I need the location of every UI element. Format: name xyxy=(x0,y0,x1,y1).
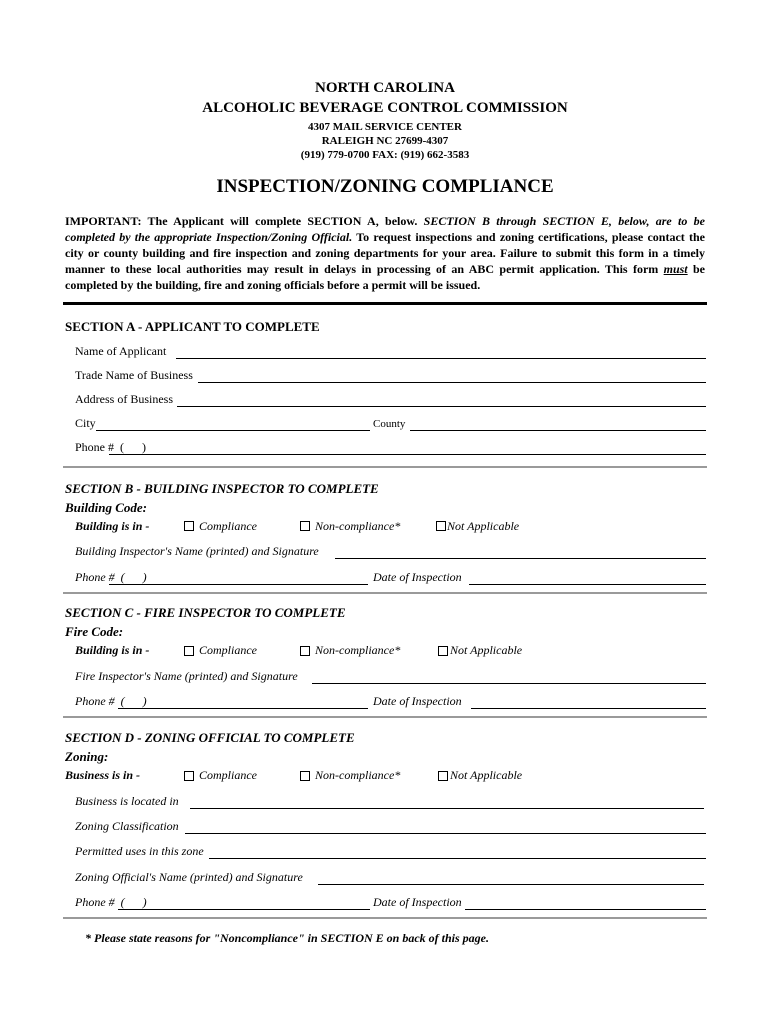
fire-noncompliance-checkbox[interactable] xyxy=(300,646,310,656)
building-compliance-checkbox[interactable] xyxy=(184,521,194,531)
important-end: be completed by the building, fire and zoning officials before a permit will be issued. xyxy=(65,262,706,292)
building-date-field[interactable] xyxy=(469,584,706,585)
building-noncompliance-label: Non-compliance* xyxy=(315,519,401,533)
important-notice xyxy=(65,213,705,293)
fire-noncompliance-label: Non-compliance* xyxy=(315,643,401,657)
building-status-label: Building is in - xyxy=(75,519,150,533)
divider-top xyxy=(63,302,707,305)
zoning-compliance-label: Compliance xyxy=(199,768,257,782)
building-phone-label: Phone # ( ) xyxy=(75,570,147,584)
building-compliance-label: Compliance xyxy=(199,519,257,533)
building-date-label: Date of Inspection xyxy=(373,570,462,584)
zoning-official-name-label: Zoning Official's Name (printed) and Signature xyxy=(75,870,303,884)
zoning-classification-field[interactable] xyxy=(185,833,706,834)
zoning-classification-label: Zoning Classification xyxy=(75,819,179,833)
section-d-title: SECTION D - ZONING OFFICIAL TO COMPLETE xyxy=(65,730,355,745)
building-inspector-name-label: Building Inspector's Name (printed) and Signature xyxy=(75,544,319,558)
county-label: County xyxy=(373,418,406,430)
applicant-name-field[interactable] xyxy=(176,358,706,359)
zoning-noncompliance-label: Non-compliance* xyxy=(315,768,401,782)
zoning-na-checkbox[interactable] xyxy=(438,771,448,781)
section-b-subtitle: Building Code: xyxy=(65,500,147,515)
zoning-official-name-field[interactable] xyxy=(318,884,704,885)
fire-inspector-name-field[interactable] xyxy=(312,683,706,684)
trade-name-label: Trade Name of Business xyxy=(75,368,193,382)
fire-na-label: Not Applicable xyxy=(450,643,523,657)
zoning-status-label: Business is in - xyxy=(65,768,141,782)
building-na-checkbox[interactable] xyxy=(436,521,446,531)
section-d-subtitle: Zoning: xyxy=(65,749,109,764)
section-a-title: SECTION A - APPLICANT TO COMPLETE xyxy=(65,319,320,334)
zoning-phone-field[interactable] xyxy=(118,909,370,910)
fire-phone-label: Phone # ( ) xyxy=(75,694,147,708)
fire-na-checkbox[interactable] xyxy=(438,646,448,656)
page-title: INSPECTION/ZONING COMPLIANCE xyxy=(216,176,554,197)
header-phone-fax: (919) 779-0700 FAX: (919) 662-3583 xyxy=(300,149,470,161)
divider-bottom xyxy=(63,917,707,919)
section-c-subtitle: Fire Code: xyxy=(65,624,124,639)
important-lead: IMPORTANT: The Applicant will complete SECTION A, below. xyxy=(65,214,424,228)
fire-phone-field[interactable] xyxy=(118,708,368,709)
fire-inspector-name-label: Fire Inspector's Name (printed) and Signature xyxy=(75,669,298,683)
business-address-field[interactable] xyxy=(177,406,706,407)
applicant-name-label: Name of Applicant xyxy=(75,344,167,358)
zoning-na-label: Not Applicable xyxy=(450,768,523,782)
fire-status-label: Building is in - xyxy=(75,643,150,657)
building-na-label: Not Applicable xyxy=(447,519,520,533)
county-field[interactable] xyxy=(410,430,706,431)
noncompliance-footnote: * Please state reasons for "Noncompliance" in SECTION E on back of this page. xyxy=(85,931,490,945)
building-inspector-name-field[interactable] xyxy=(335,558,706,559)
zoning-date-field[interactable] xyxy=(465,909,706,910)
important-rest: To request inspections and zoning certifications, please contact the city or county building and fire inspection and zoning departments for your area. Failure to submit this form in a timely manner to these local authorities may result in delays in processing of an ABC permit application. This form xyxy=(65,230,705,276)
permitted-uses-field[interactable] xyxy=(209,858,706,859)
fire-date-field[interactable] xyxy=(471,708,706,709)
important-italic: SECTION B through SECTION E, below, are to be completed by the appropriate Inspection/Zoning Official. xyxy=(65,214,705,244)
business-location-field[interactable] xyxy=(190,808,704,809)
business-address-label: Address of Business xyxy=(75,392,173,406)
applicant-phone-label: Phone # ( ) xyxy=(75,440,146,454)
zoning-date-label: Date of Inspection xyxy=(373,895,462,909)
trade-name-field[interactable] xyxy=(198,382,706,383)
building-noncompliance-checkbox[interactable] xyxy=(300,521,310,531)
fire-compliance-checkbox[interactable] xyxy=(184,646,194,656)
header-address-line-1: 4307 MAIL SERVICE CENTER xyxy=(308,121,462,133)
building-phone-field[interactable] xyxy=(109,584,368,585)
header-state: NORTH CAROLINA xyxy=(315,80,455,96)
divider-b-c xyxy=(63,592,707,594)
section-c-title: SECTION C - FIRE INSPECTOR TO COMPLETE xyxy=(65,605,346,620)
header-address-line-2: RALEIGH NC 27699-4307 xyxy=(321,135,449,147)
zoning-compliance-checkbox[interactable] xyxy=(184,771,194,781)
business-location-label: Business is located in xyxy=(75,794,179,808)
divider-a-b xyxy=(63,466,707,468)
city-field[interactable] xyxy=(96,430,370,431)
header-agency: ALCOHOLIC BEVERAGE CONTROL COMMISSION xyxy=(202,100,568,116)
important-must: must xyxy=(663,262,688,276)
city-label: City xyxy=(75,416,96,430)
divider-c-d xyxy=(63,716,707,718)
section-b-title: SECTION B - BUILDING INSPECTOR TO COMPLETE xyxy=(65,481,379,496)
fire-date-label: Date of Inspection xyxy=(373,694,462,708)
permitted-uses-label: Permitted uses in this zone xyxy=(75,844,204,858)
fire-compliance-label: Compliance xyxy=(199,643,257,657)
zoning-noncompliance-checkbox[interactable] xyxy=(300,771,310,781)
zoning-phone-label: Phone # ( ) xyxy=(75,895,147,909)
applicant-phone-field[interactable] xyxy=(109,454,706,455)
